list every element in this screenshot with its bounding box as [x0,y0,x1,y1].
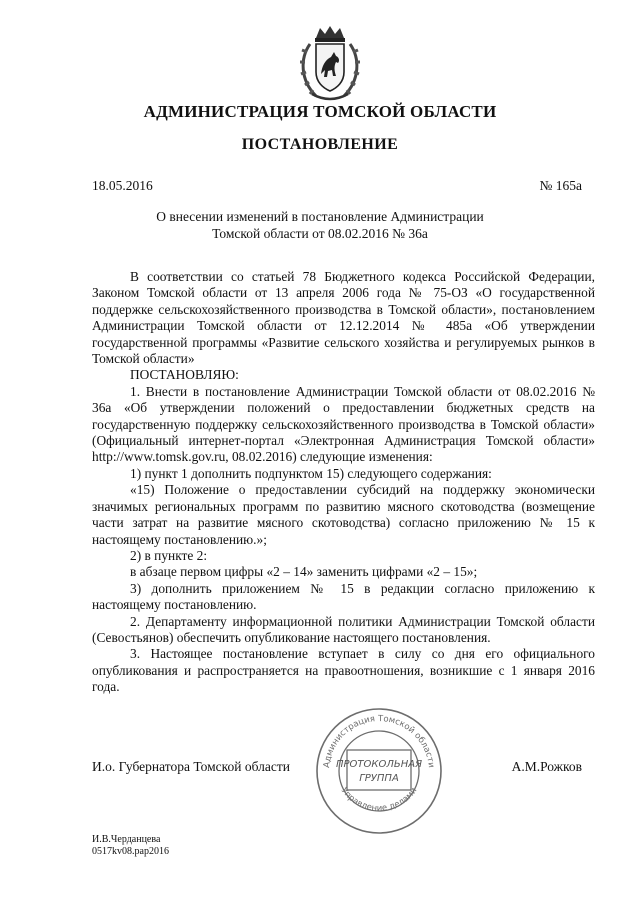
stamp-ring-text: Управление делами [338,785,420,814]
body-paragraph: в абзаце первом цифры «2 – 14» заменить цифрами «2 – 15»; [130,564,478,580]
stamp-ink [317,709,441,833]
stamp-box-text: ПРОТОКОЛЬНАЯ [335,759,423,770]
body-paragraph: «15) Положение о предоставлении субсидий на поддержку экономически значимых региональных программ по развитию мясного скотоводства (возмещение части затрат на развитие мясного скотоводства) согласно приложению № 15 к настоящему постановлению.»; [92,482,595,547]
author-name: И.В.Черданцева [92,834,161,845]
body-paragraph: 2) в пункте 2: [130,547,208,563]
body-paragraph: 3. Настоящее постановление вступает в силу со дня его официального опубликования и распространяется на правоотношения, возникшие с 1 января 2016 года. [92,646,595,695]
document-subject [0,209,640,242]
official-stamp [312,704,446,838]
file-code: 0517kv08.pap2016 [92,846,169,857]
stamp-box-text: ГРУППА [359,773,399,784]
organization-title: АДМИНИСТРАЦИЯ ТОМСКОЙ ОБЛАСТИ [143,102,497,121]
signatory-position: И.о. Губернатора Томской области [92,759,290,774]
signatory-name: А.М.Рожков [511,759,582,774]
body-paragraph: 2. Департаменту информационной политики Администрации Томской области (Севостьянов) обеспечить опубликование настоящего постановления. [92,613,595,645]
body-paragraph: 1) пункт 1 дополнить подпунктом 15) следующего содержания: [130,465,492,481]
subject-line: О внесении изменений в постановление Администрации [156,209,484,224]
document-body [92,269,595,696]
document-type-title: ПОСТАНОВЛЕНИЕ [241,136,399,153]
stamp-ring-text: Администрация Томской области [322,713,436,769]
subject-line: Томской области от 08.02.2016 № 36а [212,225,428,241]
coat-of-arms-emblem [298,24,362,104]
preamble-paragraph: В соответствии со статьей 78 Бюджетного кодекса Российской Федерации, Законом Томской области от 13 апреля 2006 года № 75-ОЗ «О государственной поддержке сельскохозяйственного производства в Томской области», постановлением Администрации Томской области от 12.12.2014 № 485а «Об утверждении государственной программы «Развитие сельского хозяйства и регулируемых рынков в Томской области» [92,269,595,367]
body-paragraph: 3) дополнить приложением № 15 в редакции согласно приложению к настоящему постановлению. [92,580,595,613]
document-number: № 165а [539,178,582,193]
document-footer [92,834,169,858]
decree-keyword: ПОСТАНОВЛЯЮ: [130,367,239,383]
body-paragraph: 1. Внести в постановление Администрации Томской области от 08.02.2016 № 36а «Об утверждении положений о предоставлении бюджетных средств на государственную поддержку сельскохозяйственного производства в Томской области» (Официальный интернет-портал «Электронная Администрация Томской области» http://www.tomsk.gov.ru, 08.02.2016) следующие изменения: [92,383,595,465]
document-date: 18.05.2016 [92,178,153,193]
